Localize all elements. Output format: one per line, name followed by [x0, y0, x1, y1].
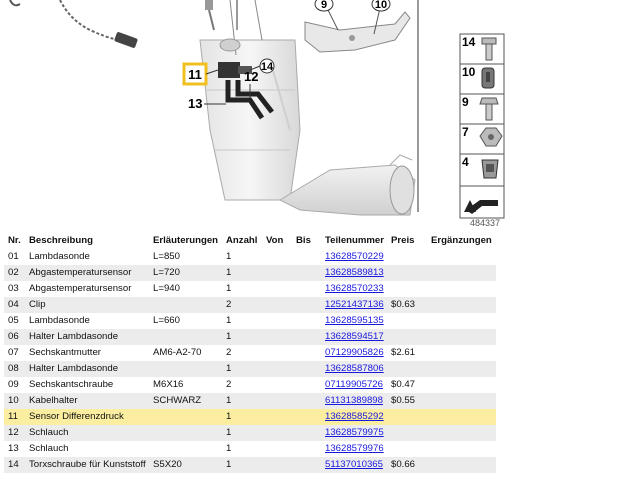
table-row[interactable] [4, 249, 496, 265]
cell-beschreibung: Schlauch [25, 441, 149, 457]
table-header-row [4, 233, 496, 249]
cell-nr: 04 [4, 297, 25, 313]
cell-bis [292, 393, 321, 409]
cell-anzahl: 1 [222, 409, 262, 425]
col-header-ergaenzungen: Ergänzungen [427, 233, 496, 249]
cell-ergaenzungen [427, 249, 496, 265]
cell-von [262, 425, 292, 441]
cell-anzahl: 1 [222, 441, 262, 457]
cell-teilenummer [321, 409, 387, 425]
cell-teilenummer [321, 441, 387, 457]
cell-anzahl: 1 [222, 249, 262, 265]
table-row[interactable] [4, 265, 496, 281]
cell-anzahl: 1 [222, 457, 262, 473]
cell-anzahl: 1 [222, 425, 262, 441]
cell-nr: 12 [4, 425, 25, 441]
cell-erlaeuterungen [149, 409, 222, 425]
cell-von [262, 345, 292, 361]
cell-nr: 09 [4, 377, 25, 393]
cell-erlaeuterungen [149, 425, 222, 441]
col-header-erlaeuterungen: Erläuterungen [149, 233, 222, 249]
cell-beschreibung: Halter Lambdasonde [25, 329, 149, 345]
cell-beschreibung: Clip [25, 297, 149, 313]
cell-preis [387, 441, 427, 457]
cell-preis: $2.61 [387, 345, 427, 361]
cell-nr: 03 [4, 281, 25, 297]
cell-erlaeuterungen: L=850 [149, 249, 222, 265]
cell-nr: 01 [4, 249, 25, 265]
cell-von [262, 297, 292, 313]
cell-von [262, 313, 292, 329]
svg-text:14: 14 [260, 61, 274, 73]
cell-erlaeuterungen: AM6-A2-70 [149, 345, 222, 361]
cell-preis [387, 313, 427, 329]
cell-erlaeuterungen [149, 441, 222, 457]
cell-von [262, 361, 292, 377]
legend-number-14: 14 [462, 35, 476, 49]
col-header-preis: Preis [387, 233, 427, 249]
cell-teilenummer [321, 377, 387, 393]
cell-erlaeuterungen: M6X16 [149, 377, 222, 393]
cell-beschreibung: Torxschraube für Kunststoff [25, 457, 149, 473]
cell-bis [292, 409, 321, 425]
part-number-link[interactable]: 13628570229 [325, 251, 384, 262]
col-header-nr: Nr. [4, 233, 25, 249]
cell-beschreibung: Lambdasonde [25, 249, 149, 265]
table-row[interactable] [4, 297, 496, 313]
cell-nr: 14 [4, 457, 25, 473]
cell-erlaeuterungen [149, 297, 222, 313]
cell-teilenummer [321, 329, 387, 345]
cell-ergaenzungen [427, 425, 496, 441]
cell-preis [387, 425, 427, 441]
cell-bis [292, 329, 321, 345]
cell-anzahl: 2 [222, 345, 262, 361]
table-row[interactable] [4, 313, 496, 329]
table-row[interactable] [4, 457, 496, 473]
cell-nr: 07 [4, 345, 25, 361]
cell-ergaenzungen [427, 457, 496, 473]
part-number-link[interactable]: 13628587806 [325, 363, 384, 374]
cell-ergaenzungen [427, 441, 496, 457]
cell-erlaeuterungen: SCHWARZ [149, 393, 222, 409]
bracket [305, 4, 410, 52]
cell-ergaenzungen [427, 281, 496, 297]
cell-beschreibung: Schlauch [25, 425, 149, 441]
cell-anzahl: 2 [222, 297, 262, 313]
cell-nr: 10 [4, 393, 25, 409]
cell-erlaeuterungen [149, 329, 222, 345]
callout-9[interactable] [315, 0, 333, 11]
cell-erlaeuterungen: L=660 [149, 313, 222, 329]
legend-number-7: 7 [462, 125, 469, 139]
legend-number-9: 9 [462, 95, 469, 109]
table-row[interactable] [4, 441, 496, 457]
cell-anzahl: 1 [222, 313, 262, 329]
cell-bis [292, 281, 321, 297]
part-number-link[interactable]: 13628589813 [325, 267, 384, 278]
part-number-link[interactable]: 13628585292 [325, 411, 384, 422]
part-number-link[interactable]: 13628595135 [325, 315, 384, 326]
cell-preis [387, 281, 427, 297]
cell-anzahl: 1 [222, 329, 262, 345]
cell-von [262, 281, 292, 297]
cell-von [262, 265, 292, 281]
table-row[interactable] [4, 425, 496, 441]
cell-preis: $0.55 [387, 393, 427, 409]
cell-preis [387, 329, 427, 345]
cell-teilenummer [321, 265, 387, 281]
table-row[interactable] [4, 345, 496, 361]
part-number-link[interactable]: 13628579976 [325, 443, 384, 454]
cell-von [262, 329, 292, 345]
svg-text:12: 12 [244, 69, 259, 84]
cell-erlaeuterungen [149, 361, 222, 377]
part-number-link[interactable]: 51137010365 [325, 459, 383, 470]
cell-preis: $0.47 [387, 377, 427, 393]
cell-nr: 02 [4, 265, 25, 281]
cell-nr: 11 [4, 409, 25, 425]
cell-beschreibung: Abgastemperatursensor [25, 265, 149, 281]
cell-von [262, 249, 292, 265]
svg-text:13: 13 [188, 96, 203, 111]
cell-bis [292, 265, 321, 281]
cell-anzahl: 1 [222, 361, 262, 377]
legend-number-4: 4 [462, 155, 469, 169]
cell-preis [387, 409, 427, 425]
cell-von [262, 441, 292, 457]
cell-bis [292, 425, 321, 441]
cell-von [262, 393, 292, 409]
cell-beschreibung: Abgastemperatursensor [25, 281, 149, 297]
table-row[interactable] [4, 377, 496, 393]
cell-anzahl: 1 [222, 393, 262, 409]
part-number-link[interactable]: 07119905726 [325, 379, 383, 390]
cell-von [262, 457, 292, 473]
cell-ergaenzungen [427, 377, 496, 393]
cell-ergaenzungen [427, 297, 496, 313]
clip-icon [482, 160, 498, 178]
part-number-link[interactable]: 13628570233 [325, 283, 384, 294]
cell-bis [292, 297, 321, 313]
cell-von [262, 377, 292, 393]
part-number-link[interactable]: 13628579975 [325, 427, 384, 438]
hardware-legend [460, 34, 504, 218]
cell-bis [292, 345, 321, 361]
parts-table [4, 233, 496, 473]
table-row[interactable] [4, 393, 496, 409]
cell-von [262, 409, 292, 425]
cell-beschreibung: Halter Lambdasonde [25, 361, 149, 377]
part-number-link[interactable]: 13628594517 [325, 331, 384, 342]
cell-teilenummer [321, 297, 387, 313]
parts-diagram [0, 0, 640, 232]
col-header-von: Von [262, 233, 292, 249]
cell-preis: $0.66 [387, 457, 427, 473]
svg-text:10: 10 [374, 0, 388, 11]
part-number-link[interactable]: 61131389898 [325, 395, 383, 406]
cell-teilenummer [321, 361, 387, 377]
cell-preis [387, 265, 427, 281]
cell-nr: 13 [4, 441, 25, 457]
legend-number-10: 10 [462, 65, 476, 79]
cell-erlaeuterungen: L=940 [149, 281, 222, 297]
image-number: 484337 [470, 218, 501, 228]
cell-nr: 08 [4, 361, 25, 377]
cell-anzahl: 1 [222, 265, 262, 281]
callout-10[interactable] [372, 0, 390, 11]
cell-nr: 05 [4, 313, 25, 329]
col-header-beschreibung: Beschreibung [25, 233, 149, 249]
part-number-link[interactable]: 12521437136 [325, 299, 384, 310]
cell-bis [292, 361, 321, 377]
cell-teilenummer [321, 281, 387, 297]
cell-beschreibung: Lambdasonde [25, 313, 149, 329]
cell-teilenummer [321, 425, 387, 441]
cell-teilenummer [321, 457, 387, 473]
cell-ergaenzungen [427, 361, 496, 377]
cell-beschreibung: Sechskantmutter [25, 345, 149, 361]
cell-erlaeuterungen: S5X20 [149, 457, 222, 473]
cell-ergaenzungen [427, 345, 496, 361]
table-row[interactable] [4, 329, 496, 345]
cell-anzahl: 1 [222, 281, 262, 297]
cell-ergaenzungen [427, 393, 496, 409]
cell-preis [387, 361, 427, 377]
cell-bis [292, 377, 321, 393]
cable-holder-icon [482, 68, 494, 88]
cell-erlaeuterungen: L=720 [149, 265, 222, 281]
lambda-sensor-cable [10, 0, 214, 48]
svg-text:11: 11 [188, 67, 202, 82]
cell-preis: $0.63 [387, 297, 427, 313]
cell-bis [292, 457, 321, 473]
cell-preis [387, 249, 427, 265]
cell-teilenummer [321, 393, 387, 409]
cell-anzahl: 2 [222, 377, 262, 393]
svg-text:9: 9 [320, 0, 328, 11]
col-header-anzahl: Anzahl [222, 233, 262, 249]
cell-beschreibung: Sensor Differenzdruck [25, 409, 149, 425]
table-row[interactable] [4, 409, 496, 425]
table-row[interactable] [4, 281, 496, 297]
cell-ergaenzungen [427, 329, 496, 345]
cell-nr: 06 [4, 329, 25, 345]
part-number-link[interactable]: 07129905826 [325, 347, 384, 358]
cell-beschreibung: Sechskantschraube [25, 377, 149, 393]
cell-teilenummer [321, 345, 387, 361]
cell-beschreibung: Kabelhalter [25, 393, 149, 409]
table-row[interactable] [4, 361, 496, 377]
col-header-bis: Bis [292, 233, 321, 249]
cell-bis [292, 313, 321, 329]
cell-ergaenzungen [427, 313, 496, 329]
cell-teilenummer [321, 313, 387, 329]
cell-ergaenzungen [427, 409, 496, 425]
cell-bis [292, 249, 321, 265]
col-header-teilenummer: Teilenummer [321, 233, 387, 249]
cell-bis [292, 441, 321, 457]
cell-ergaenzungen [427, 265, 496, 281]
cell-teilenummer [321, 249, 387, 265]
